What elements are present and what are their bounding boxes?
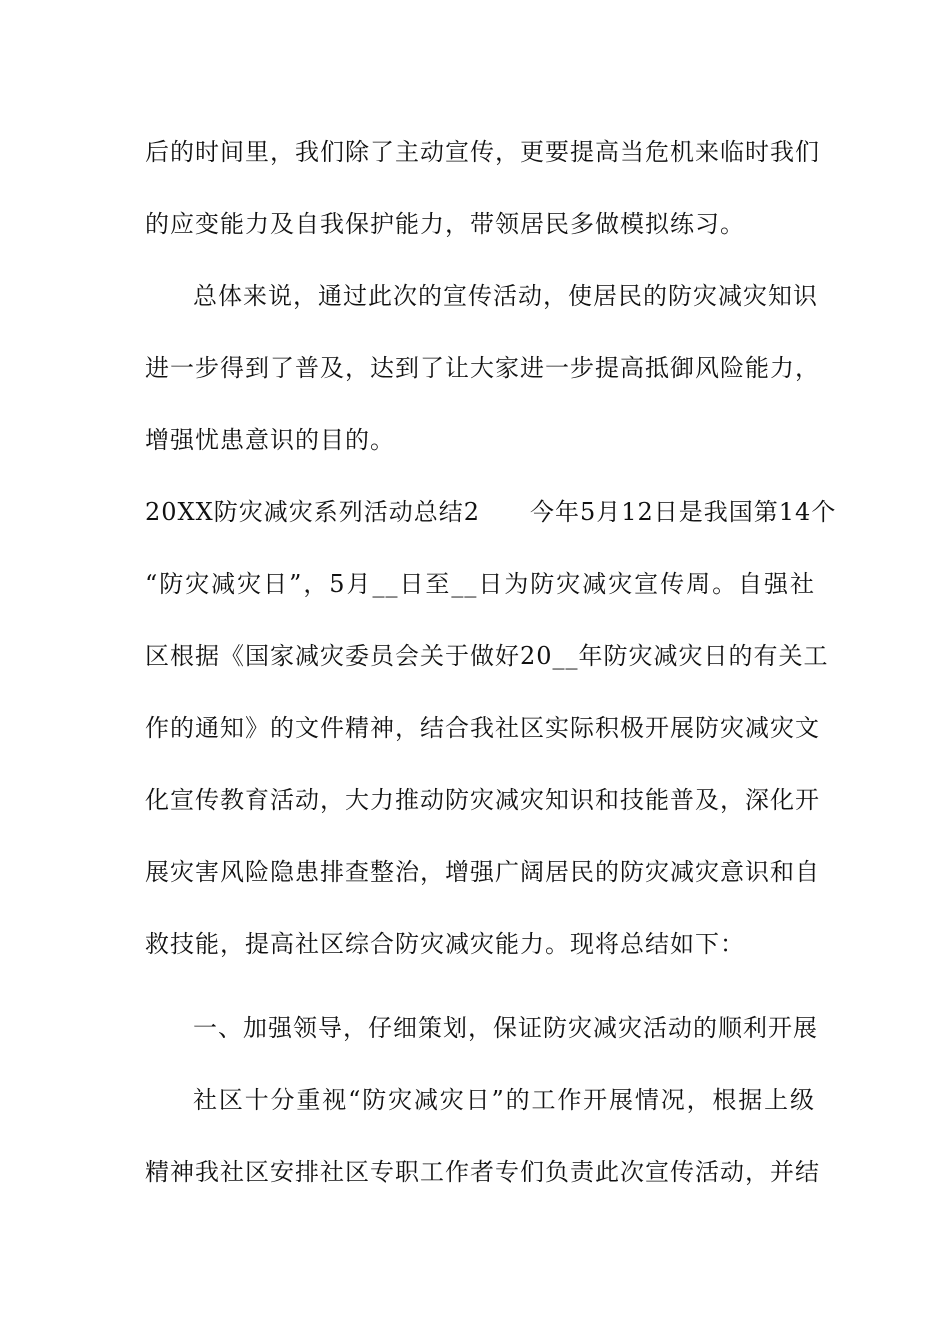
text-line: 的应变能力及自我保护能力，带领居民多做模拟练习。 [145, 210, 745, 238]
text-line: 展灾害风险隐患排查整治，增强广阔居民的防灾减灾意识和自 [145, 858, 820, 886]
section-title-line: 20XX防灾减灾系列活动总结2 今年5月12日是我国第14个 [145, 498, 837, 526]
text-line: 后的时间里，我们除了主动宣传，更要提高当危机来临时我们 [145, 138, 820, 166]
text-line: “防灾减灾日”，5月__日至__日为防灾减灾宣传周。自强社 [145, 570, 815, 598]
paragraph-start-line: 总体来说，通过此次的宣传活动，使居民的防灾减灾知识 [193, 282, 818, 310]
paragraph-start-line: 社区十分重视“防灾减灾日”的工作开展情况，根据上级 [193, 1086, 815, 1114]
text-line: 救技能，提高社区综合防灾减灾能力。现将总结如下： [145, 930, 745, 958]
text-line: 增强忧患意识的目的。 [145, 426, 395, 454]
text-line: 进一步得到了普及，达到了让大家进一步提高抵御风险能力， [145, 354, 820, 382]
text-line: 精神我社区安排社区专职工作者专们负责此次宣传活动，并结 [145, 1158, 820, 1186]
text-line: 化宣传教育活动，大力推动防灾减灾知识和技能普及，深化开 [145, 786, 820, 814]
text-line: 区根据《国家减灾委员会关于做好20__年防灾减灾日的有关工 [145, 642, 829, 670]
subheading-line: 一、加强领导，仔细策划，保证防灾减灾活动的顺利开展 [193, 1014, 818, 1042]
text-line: 作的通知》的文件精神，结合我社区实际积极开展防灾减灾文 [145, 714, 820, 742]
